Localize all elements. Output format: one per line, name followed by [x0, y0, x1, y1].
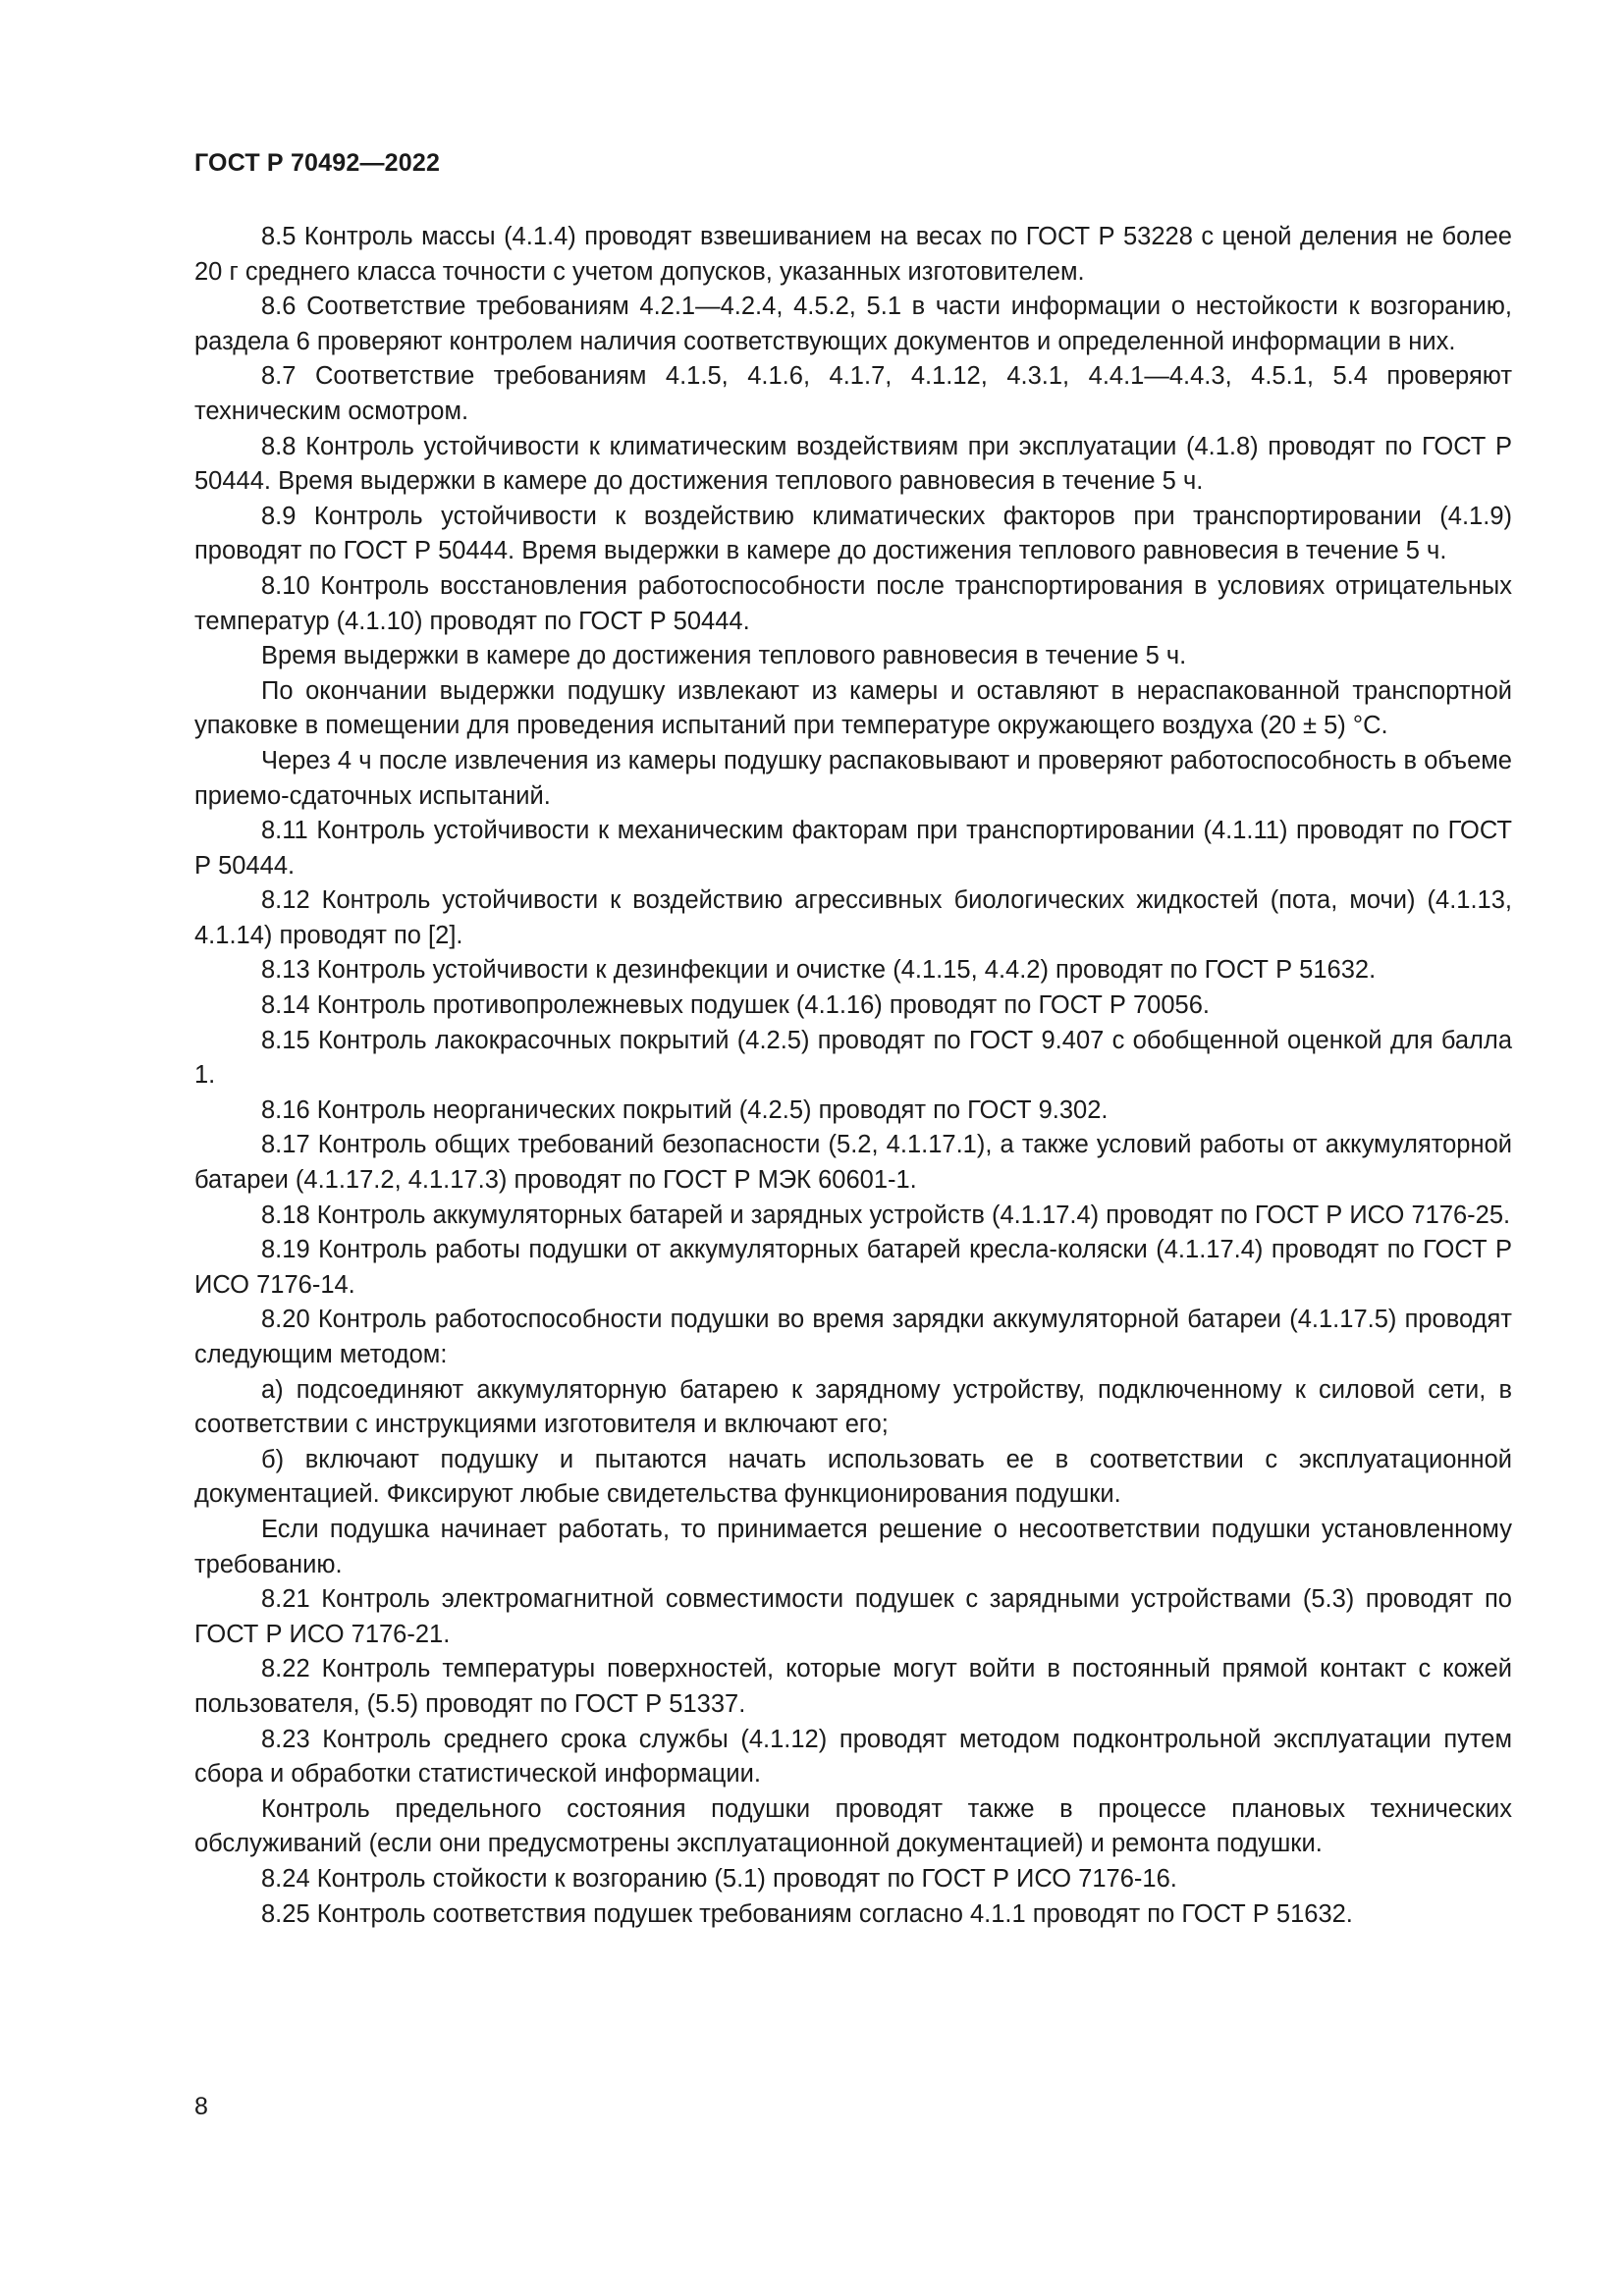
paragraph-8-20-b: б) включают подушку и пытаются начать использовать ее в соответствии с эксплуатационной документацией. Фиксируют любые свидетельства функционирования подушки.	[194, 1445, 1512, 1509]
paragraph-8-8: 8.8 Контроль устойчивости к климатическим воздействиям при эксплуатации (4.1.8) проводят по ГОСТ Р 50444. Время выдержки в камере до достижения теплового равновесия в течение 5 ч.	[194, 432, 1512, 496]
paragraph-8-6: 8.6 Соответствие требованиям 4.2.1—4.2.4, 4.5.2, 5.1 в части информации о нестойкости к возгоранию, раздела 6 проверяют контролем наличия соответствующих документов и определенной информации в них.	[194, 293, 1512, 355]
paragraph-8-23-limit: Контроль предельного состояния подушки проводят также в процессе плановых технических обслуживаний (если они предусмотрены эксплуатационной документацией) и ремонта подушки.	[194, 1794, 1512, 1858]
paragraph-8-24: 8.24 Контроль стойкости к возгоранию (5.1) проводят по ГОСТ Р ИСО 7176-16.	[261, 1864, 1177, 1893]
paragraph-8-14: 8.14 Контроль противопролежневых подушек (4.1.16) проводят по ГОСТ Р 70056.	[261, 991, 1210, 1020]
paragraph-8-5: 8.5 Контроль массы (4.1.4) проводят взвешиванием на весах по ГОСТ Р 53228 с ценой деления не более 20 г среднего класса точности с учетом допусков, указанных изготовителем.	[194, 223, 1512, 286]
paragraph-8-11: 8.11 Контроль устойчивости к механическим факторам при транспортировании (4.1.11) проводят по ГОСТ Р 50444.	[194, 817, 1512, 880]
paragraph-8-15: 8.15 Контроль лакокрасочных покрытий (4.2.5) проводят по ГОСТ 9.407 с обобщенной оценкой для балла 1.	[194, 1026, 1512, 1090]
paragraph-8-23: 8.23 Контроль среднего срока службы (4.1.12) проводят методом подконтрольной эксплуатации путем сбора и обработки статистической информации.	[194, 1725, 1512, 1789]
paragraph-8-16: 8.16 Контроль неорганических покрытий (4.2.5) проводят по ГОСТ 9.302.	[261, 1095, 1109, 1124]
paragraph-8-20: 8.20 Контроль работоспособности подушки во время зарядки аккумуляторной батареи (4.1.17.5) проводят следующим методом:	[194, 1306, 1512, 1368]
paragraph-8-10-after: По окончании выдержки подушку извлекают из камеры и оставляют в нераспакованной транспортной упаковке в помещении для проведения испытаний при температуре окружающего воздуха (20 ± 5) °С.	[194, 676, 1512, 740]
page-number: 8	[194, 2093, 208, 2120]
paragraph-8-9: 8.9 Контроль устойчивости к воздействию климатических факторов при транспортировании (4.1.9) проводят по ГОСТ Р 50444. Время выдержки в камере до достижения теплового равновесия в течение 5 ч.	[194, 502, 1512, 565]
paragraph-8-20-decision: Если подушка начинает работать, то принимается решение о несоответствии подушки установленному требованию.	[194, 1515, 1512, 1578]
paragraph-8-20-a: а) подсоединяют аккумуляторную батарею к зарядному устройству, подключенному к силовой сети, в соответствии с инструкциями изготовителя и включают его;	[194, 1375, 1512, 1439]
standard-header: ГОСТ Р 70492—2022	[194, 149, 441, 177]
paragraph-8-7: 8.7 Соответствие требованиям 4.1.5, 4.1.6, 4.1.7, 4.1.12, 4.3.1, 4.4.1—4.4.3, 4.5.1, 5.4 проверяют техническим осмотром.	[194, 362, 1512, 425]
paragraph-8-10-time: Время выдержки в камере до достижения теплового равновесия в течение 5 ч.	[261, 642, 1187, 670]
paragraph-8-18: 8.18 Контроль аккумуляторных батарей и зарядных устройств (4.1.17.4) проводят по ГОСТ Р ИСО 7176-25.	[261, 1201, 1511, 1229]
paragraph-8-25: 8.25 Контроль соответствия подушек требованиям согласно 4.1.1 проводят по ГОСТ Р 51632.	[261, 1899, 1353, 1928]
paragraph-8-21: 8.21 Контроль электромагнитной совместимости подушек с зарядными устройствами (5.3) проводят по ГОСТ Р ИСО 7176-21.	[194, 1585, 1512, 1648]
paragraph-8-13: 8.13 Контроль устойчивости к дезинфекции и очистке (4.1.15, 4.4.2) проводят по ГОСТ Р 51632.	[261, 956, 1377, 985]
paragraph-8-12: 8.12 Контроль устойчивости к воздействию агрессивных биологических жидкостей (пота, мочи) (4.1.13, 4.1.14) проводят по [2].	[194, 886, 1512, 949]
document-body	[194, 220, 1512, 1932]
paragraph-8-19: 8.19 Контроль работы подушки от аккумуляторных батарей кресла-коляски (4.1.17.4) проводят по ГОСТ Р ИСО 7176-14.	[194, 1236, 1512, 1299]
paragraph-8-17: 8.17 Контроль общих требований безопасности (5.2, 4.1.17.1), а также условий работы от аккумуляторной батареи (4.1.17.2, 4.1.17.3) проводят по ГОСТ Р МЭК 60601-1.	[194, 1131, 1512, 1195]
paragraph-8-22: 8.22 Контроль температуры поверхностей, которые могут войти в постоянный прямой контакт с кожей пользователя, (5.5) проводят по ГОСТ Р 51337.	[194, 1655, 1512, 1718]
paragraph-8-10: 8.10 Контроль восстановления работоспособности после транспортирования в условиях отрицательных температур (4.1.10) проводят по ГОСТ Р 50444.	[194, 571, 1512, 635]
paragraph-8-10-check: Через 4 ч после извлечения из камеры подушку распаковывают и проверяют работоспособность в объеме приемо-сдаточных испытаний.	[194, 746, 1512, 810]
